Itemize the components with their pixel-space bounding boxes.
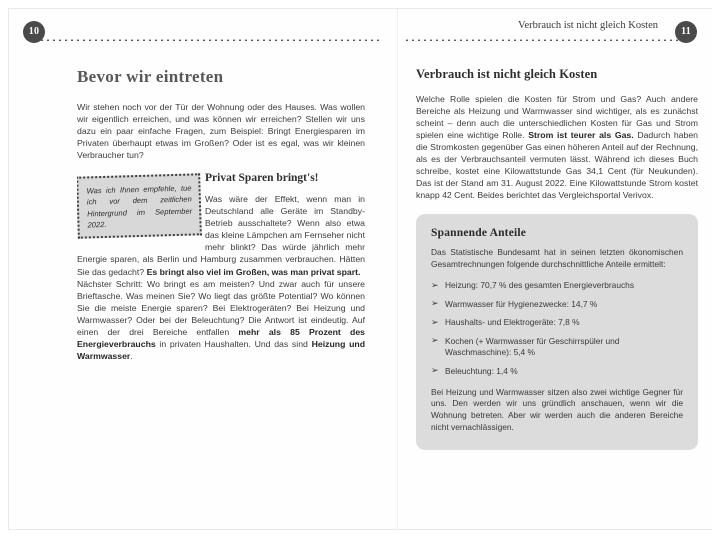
- left-paragraph-1: Wir stehen noch vor der Tür der Wohnung oder des Hauses. Was wollen wir eigentlich erreichen, und was können wir erreichen? Stellen wir uns dazu ein paar einfache Fragen, zum Beispiel: Bringt Energiesparen im Privaten überhaupt etwas im Großen? Oder ist es egal, was wir kleinen Verbraucher tun?: [77, 102, 365, 161]
- list-item-label: Warmwasser für Hygienezwecke: 14,7 %: [445, 298, 598, 309]
- list-item-label: Beleuchtung: 1,4 %: [445, 365, 518, 376]
- list-item-label: Heizung: 70,7 % des gesamten Energieverbrauchs: [445, 280, 635, 291]
- left-paragraph-3-text-b: in privaten Haushalten. Und das sind: [155, 338, 312, 349]
- info-box-bullet-list: [431, 280, 683, 378]
- list-item: [431, 366, 683, 378]
- dot-rule-divider: [39, 38, 383, 41]
- left-paragraph-2-emphasis: Es bringt also viel im Großen, was man privat spart.: [146, 266, 361, 277]
- list-item: [431, 299, 683, 311]
- right-paragraph-1-text-a: Welche Rolle spielen die Kosten für Strom und Gas? Auch andere Bereiche als Heizung und Warmwasser sind wichtiger, als es zunächst scheint – denn auch die unterschiedlichen Kosten für Gas und Strom spielen eine wichtige Rolle.: [416, 94, 698, 141]
- arrow-bullet-icon: ➢: [431, 335, 439, 346]
- left-paragraph-3-text-c: .: [130, 350, 133, 361]
- left-paragraph-3-text-a: Nächster Schritt: Wo bringt es am meisten? Und zwar auch für unsere Brieftasche. Was meinen Sie? Wo liegt das größte Potential? Wo können Sie die meiste Energie sparen? Bei Elektrogeräten? Bei Heizung und Warmwasser? Oder bei der Beleuchtung? Die Antwort ist eindeutig. Auf einen der drei Bereiche entfallen: [77, 278, 365, 337]
- list-item: [431, 280, 683, 292]
- book-spread: [8, 8, 712, 530]
- chapter-title: Bevor wir eintreten: [77, 67, 224, 86]
- arrow-bullet-icon: ➢: [431, 316, 439, 327]
- right-page: [397, 9, 713, 529]
- arrow-bullet-icon: ➢: [431, 279, 439, 290]
- left-subheading: Privat Sparen bringt's!: [205, 172, 319, 185]
- info-box-tail-text: Bei Heizung und Warmwasser sitzen also zwei wichtige Gegner für uns. Den werden wir uns gründlich anschauen, wenn wir die Wohnung betreten. Aber wir werden auch die anderen Bereiche nicht vernachlässigen.: [431, 386, 683, 432]
- right-page-running-head: [404, 21, 697, 51]
- author-note-callout: [77, 174, 202, 239]
- list-item-label: Kochen (+ Warmwasser für Geschirrspüler und Waschmaschine): 5,4 %: [445, 335, 620, 358]
- list-item: [431, 336, 683, 359]
- left-paragraph-3: [77, 278, 365, 362]
- left-page-running-head: [23, 21, 383, 51]
- author-note-text: Was ich Ihnen empfehle, tue ich vor dem zeitlichen Hintergrund im September 2022.: [86, 183, 193, 230]
- right-page-text-column: [416, 67, 698, 450]
- right-paragraph-1: [416, 93, 698, 201]
- section-title: Verbrauch ist nicht gleich Kosten: [416, 67, 598, 81]
- running-head-title: Verbrauch ist nicht gleich Kosten: [513, 20, 663, 31]
- page-number-badge-right: 11: [675, 21, 697, 43]
- callout-float-wrapper: [77, 175, 195, 247]
- left-page-text-column: [77, 67, 365, 362]
- list-item-label: Haushalts- und Elektrogeräte: 7,8 %: [445, 317, 580, 328]
- right-paragraph-1-text-b: Dadurch haben die Stromkosten gegenüber Gas einen höheren Anteil auf der Rechnung, als es der Verbrauchsanteil vermuten lässt. Während ich dieses Buch schreibe, kostet eine Kilowattstunde Gas 34,1 Cent (für Neukunden). Das ist der Stand am 31. August 2022. Eine Kilowattstunde Strom kostet knapp 42 Cent. Beides berichtet das Vergleichsportal Verivox.: [416, 130, 698, 201]
- right-paragraph-1-emphasis: Strom ist teurer als Gas.: [528, 130, 634, 141]
- info-box-spannende-anteile: [416, 214, 698, 449]
- left-paragraph-2-text: Was wäre der Effekt, wenn man in Deutschland alle Geräte im Standby-Betrieb ausschaltete? Wenn also etwa das kleine Lämpchen am Fernseher nicht mehr blinkt? Das würde jährlich mehr Energie sparen, als Berlin und Hamburg zusammen verbrauchen. Hätten Sie das gedacht?: [77, 194, 365, 277]
- arrow-bullet-icon: ➢: [431, 298, 439, 309]
- list-item: [431, 317, 683, 329]
- info-box-lead-text: Das Statistische Bundesamt hat in seinen letzten ökonomischen Gesamtrechnungen folgende durchschnittliche Anteile ermittelt:: [431, 247, 683, 270]
- arrow-bullet-icon: ➢: [431, 365, 439, 376]
- page-number-badge-left: 10: [23, 21, 45, 43]
- left-paragraph-3-emphasis-b: Heizung und Warmwasser: [77, 338, 366, 361]
- dot-rule-divider: [404, 38, 683, 41]
- left-page: [9, 9, 397, 529]
- info-box-title: Spannende Anteile: [431, 227, 527, 240]
- left-paragraph-3-emphasis-a: mehr als 85 Prozent des Energieverbrauchs: [77, 326, 365, 349]
